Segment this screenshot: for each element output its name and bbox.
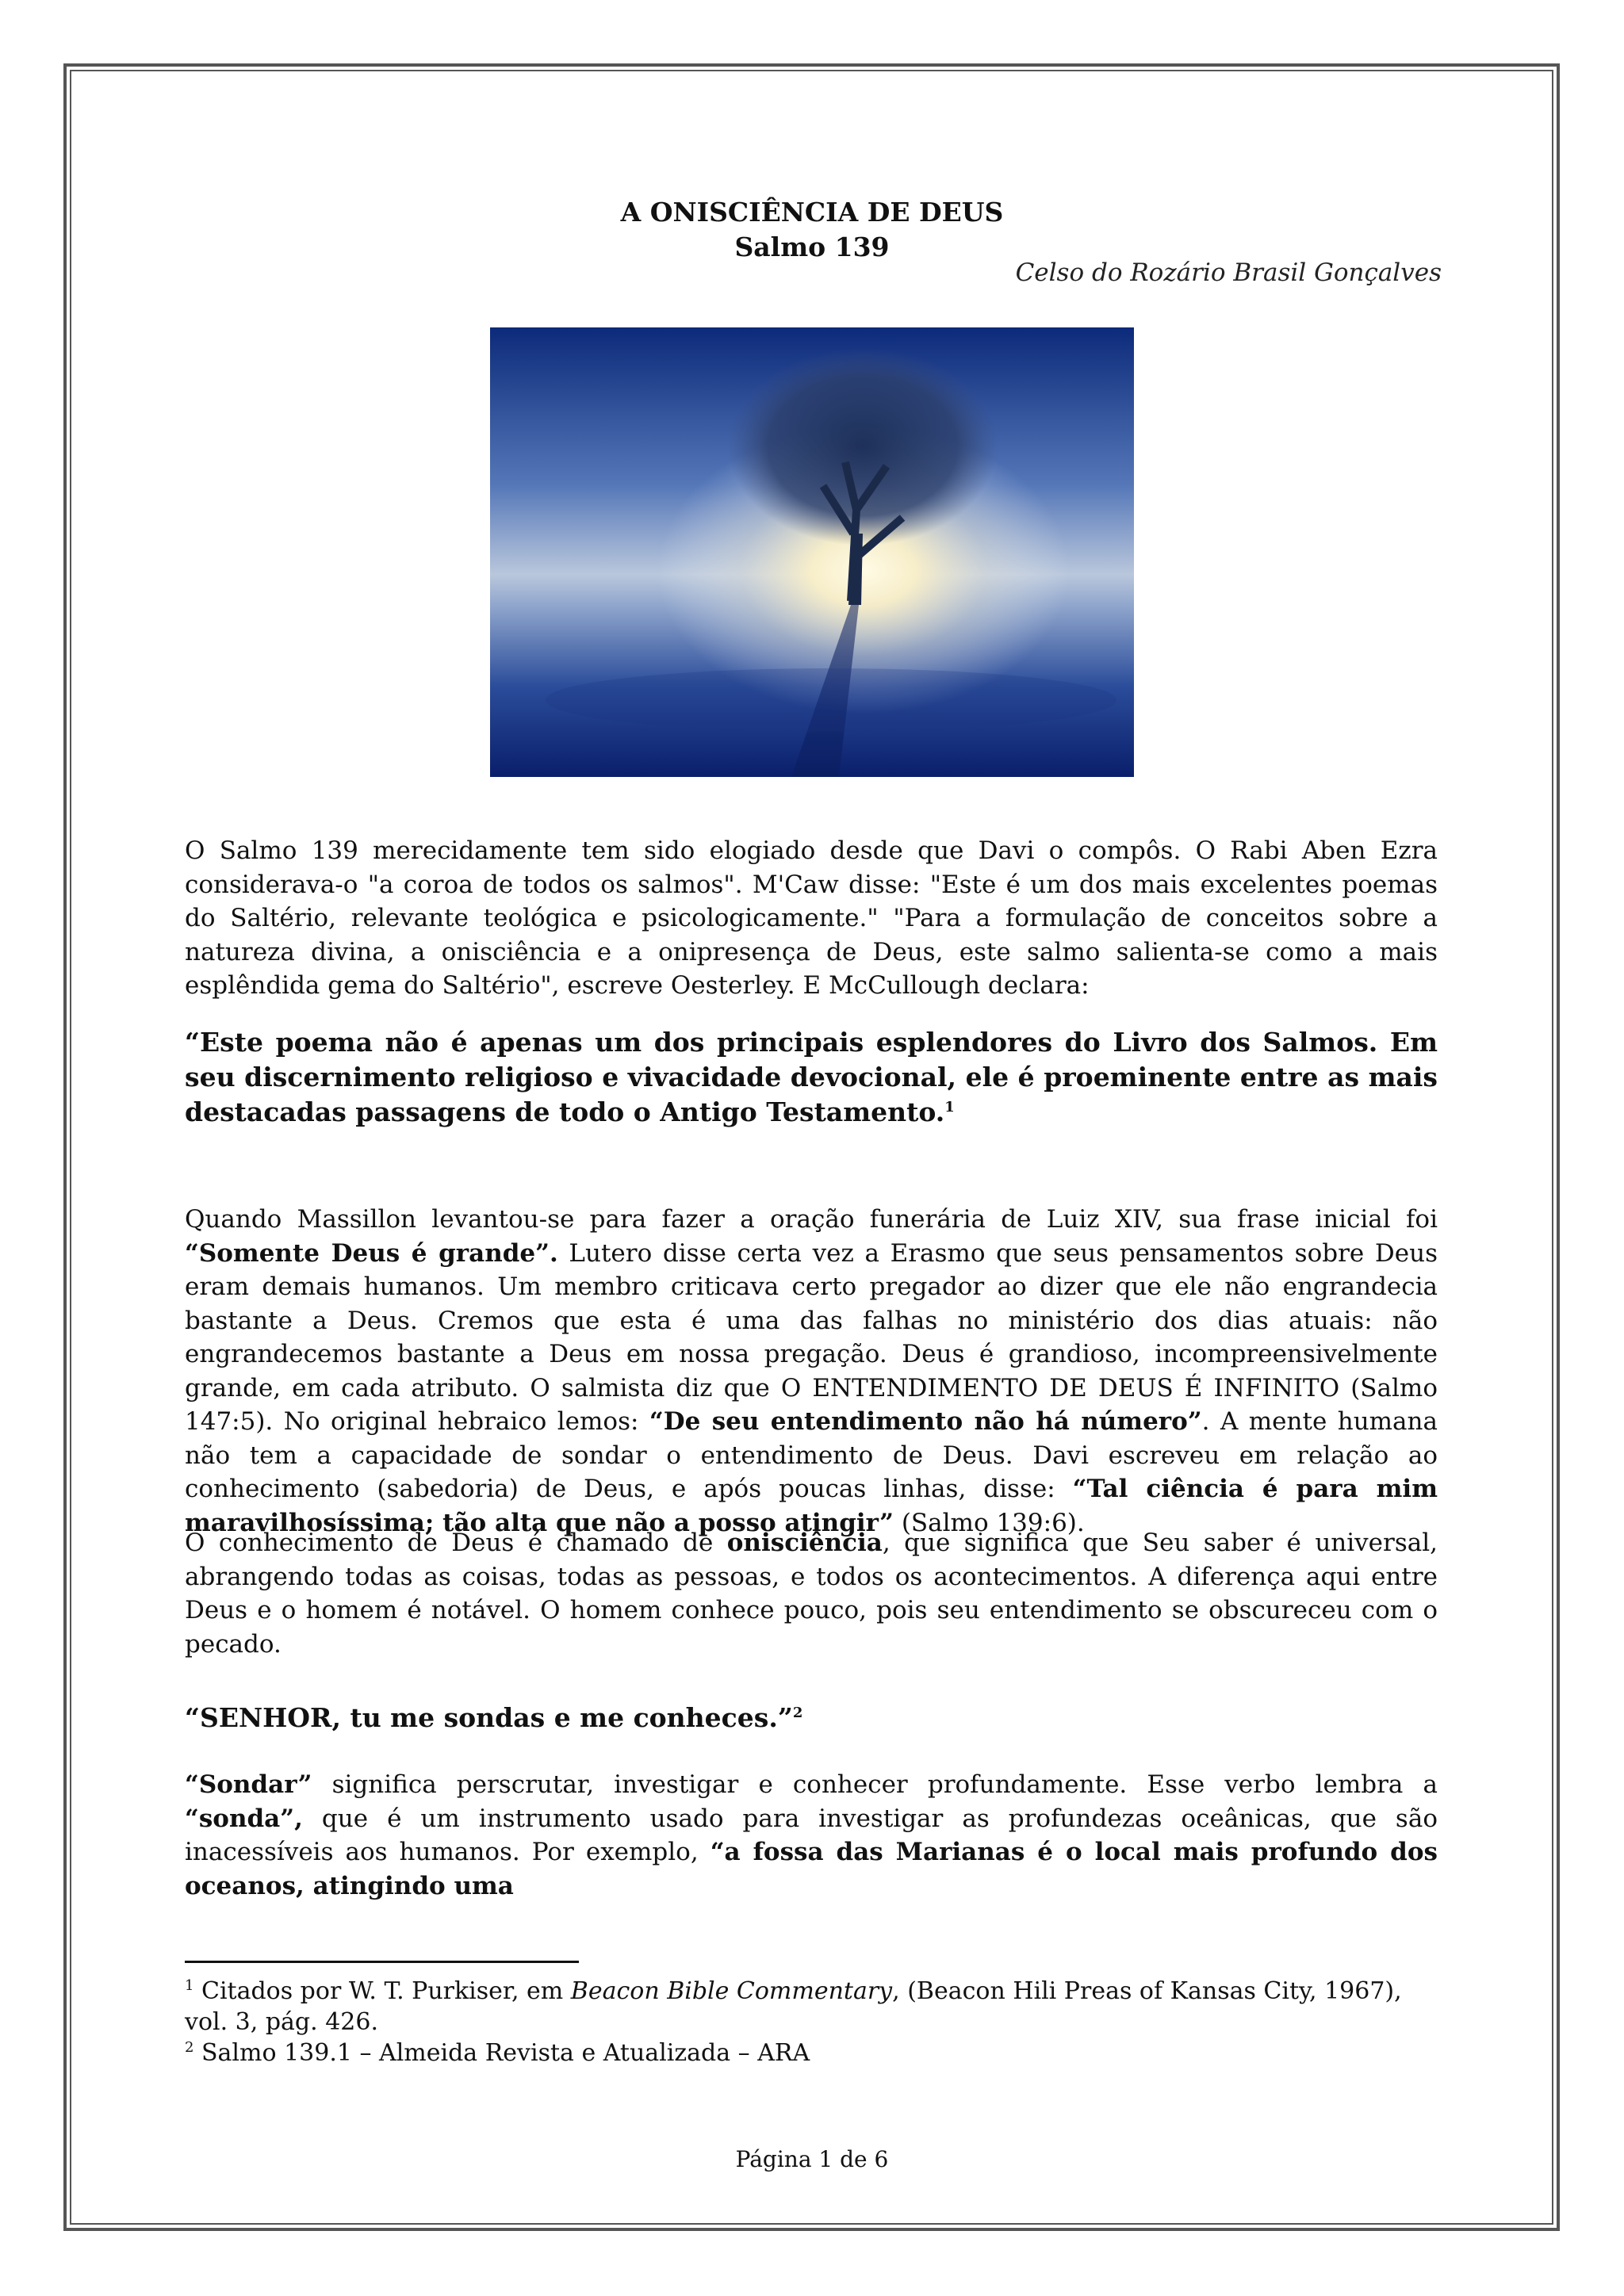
quote-mccullough (185, 1025, 1438, 1130)
p3-text-a: O conhecimento de Deus é chamado de (185, 1529, 727, 1557)
quote-text: “Este poema não é apenas um dos principais esplendores do Livro dos Salmos. Em seu discernimento religioso e vivacidade devocional, ele é proeminente entre as mais destacadas passagens de todo o Antigo Testamento. (185, 1027, 1438, 1127)
footnote-2-number: 2 (185, 2039, 194, 2056)
footnote-2 (185, 2038, 1438, 2068)
document-subtitle: Salmo 139 (734, 232, 890, 262)
tree-in-fog-photo (490, 327, 1134, 777)
p2-bold-b: “Somente Deus é grande”. (185, 1238, 558, 1268)
p4-text-d: que é um instrumento usado para investigar as profundezas oceânicas, que são inacessíveis aos humanos. Por exemplo, (185, 1804, 1438, 1866)
p4-bold-e: “a fossa das Marianas é o local mais profundo dos oceanos, atingindo uma (185, 1838, 1438, 1900)
footnote-2-text: Salmo 139.1 – Almeida Revista e Atualizada – ARA (193, 2039, 810, 2067)
p3-text-c: , que significa que Seu saber é universal, abrangendo todas as coisas, todas as pessoas, e todos os acontecimentos. A diferença aqui entre Deus e o homem é notável. O homem conhece pouco, pois seu entendimento se obscureceu com o pecado. (185, 1529, 1438, 1659)
page-number: Página 1 de 6 (735, 2146, 889, 2172)
footnote-1-text-c: , (Beacon Hili Preas of Kansas City, 1967), vol. 3, pág. 426. (185, 1977, 1402, 2036)
p2-text-e: . A mente humana não tem a capacidade de sondar o entendimento de Deus. Davi escreveu em relação ao conhecimento (sabedoria) de Deus, e após poucas linhas, disse: (185, 1407, 1438, 1503)
p4-bold-a: “Sondar” (185, 1770, 312, 1799)
footnote-1-text-a: Citados por W. T. Purkiser, em (193, 1977, 571, 2005)
footnote-ref-2[interactable]: 2 (792, 1705, 803, 1721)
footnote-1-number: 1 (185, 1977, 194, 1994)
heading-text: “SENHOR, tu me sondas e me conheces.” (185, 1702, 793, 1733)
paragraph-sondar (185, 1768, 1438, 1903)
p2-text-g: (Salmo 139:6). (893, 1508, 1085, 1537)
p2-bold-f: “Tal ciência é para mim maravilhosíssima; tão alta que não a posso atingir” (185, 1475, 1438, 1537)
footnote-ref-1[interactable]: 1 (944, 1099, 955, 1115)
document-title: A ONISCIÊNCIA DE DEUS (620, 197, 1004, 228)
paragraph-onisciencia (185, 1526, 1438, 1661)
footnote-1 (185, 1976, 1438, 2038)
p4-bold-c: “sonda”, (185, 1804, 303, 1833)
p3-bold-b: onisciência (726, 1529, 883, 1557)
paragraph-massillon (185, 1203, 1438, 1540)
author-name: Celso do Rozário Brasil Gonçalves (1015, 258, 1442, 287)
footnote-separator (185, 1961, 579, 1963)
section-heading (185, 1701, 1438, 1735)
p2-text-c: Lutero disse certa vez a Erasmo que seus pensamentos sobre Deus eram demais humanos. Um membro criticava certo pregador ao dizer que ele não engrandecia bastante a Deus. Cremos que esta é uma das falhas no ministério dos dias atuais: não engrandecemos bastante a Deus em nossa pregação. Deus é grandioso, incompreensivelmente grande, em cada atributo. O salmista diz que O ENTENDIMENTO DE DEUS É INFINITO (Salmo 147:5). No original hebraico lemos: (185, 1238, 1438, 1436)
p2-bold-d: “De seu entendimento não há número” (649, 1407, 1202, 1436)
p4-text-b: significa perscrutar, investigar e conhecer profundamente. Esse verbo lembra a (312, 1770, 1438, 1799)
footnote-1-book-title: Beacon Bible Commentary (570, 1977, 893, 2005)
paragraph-intro: O Salmo 139 merecidamente tem sido elogiado desde que Davi o compôs. O Rabi Aben Ezra considerava-o "a coroa de todos os salmos". M'Caw disse: "Este é um dos mais excelentes poemas do Saltério, relevante teológica e psicologicamente." "Para a formulação de conceitos sobre a natureza divina, a onisciência e a onipresença de Deus, este salmo salienta-se como a mais esplêndida gema do Saltério", escreve Oesterley. E McCullough declara: (185, 836, 1438, 1000)
p2-text-a: Quando Massillon levantou-se para fazer a oração funerária de Luiz XIV, sua frase inicial foi (185, 1205, 1438, 1234)
